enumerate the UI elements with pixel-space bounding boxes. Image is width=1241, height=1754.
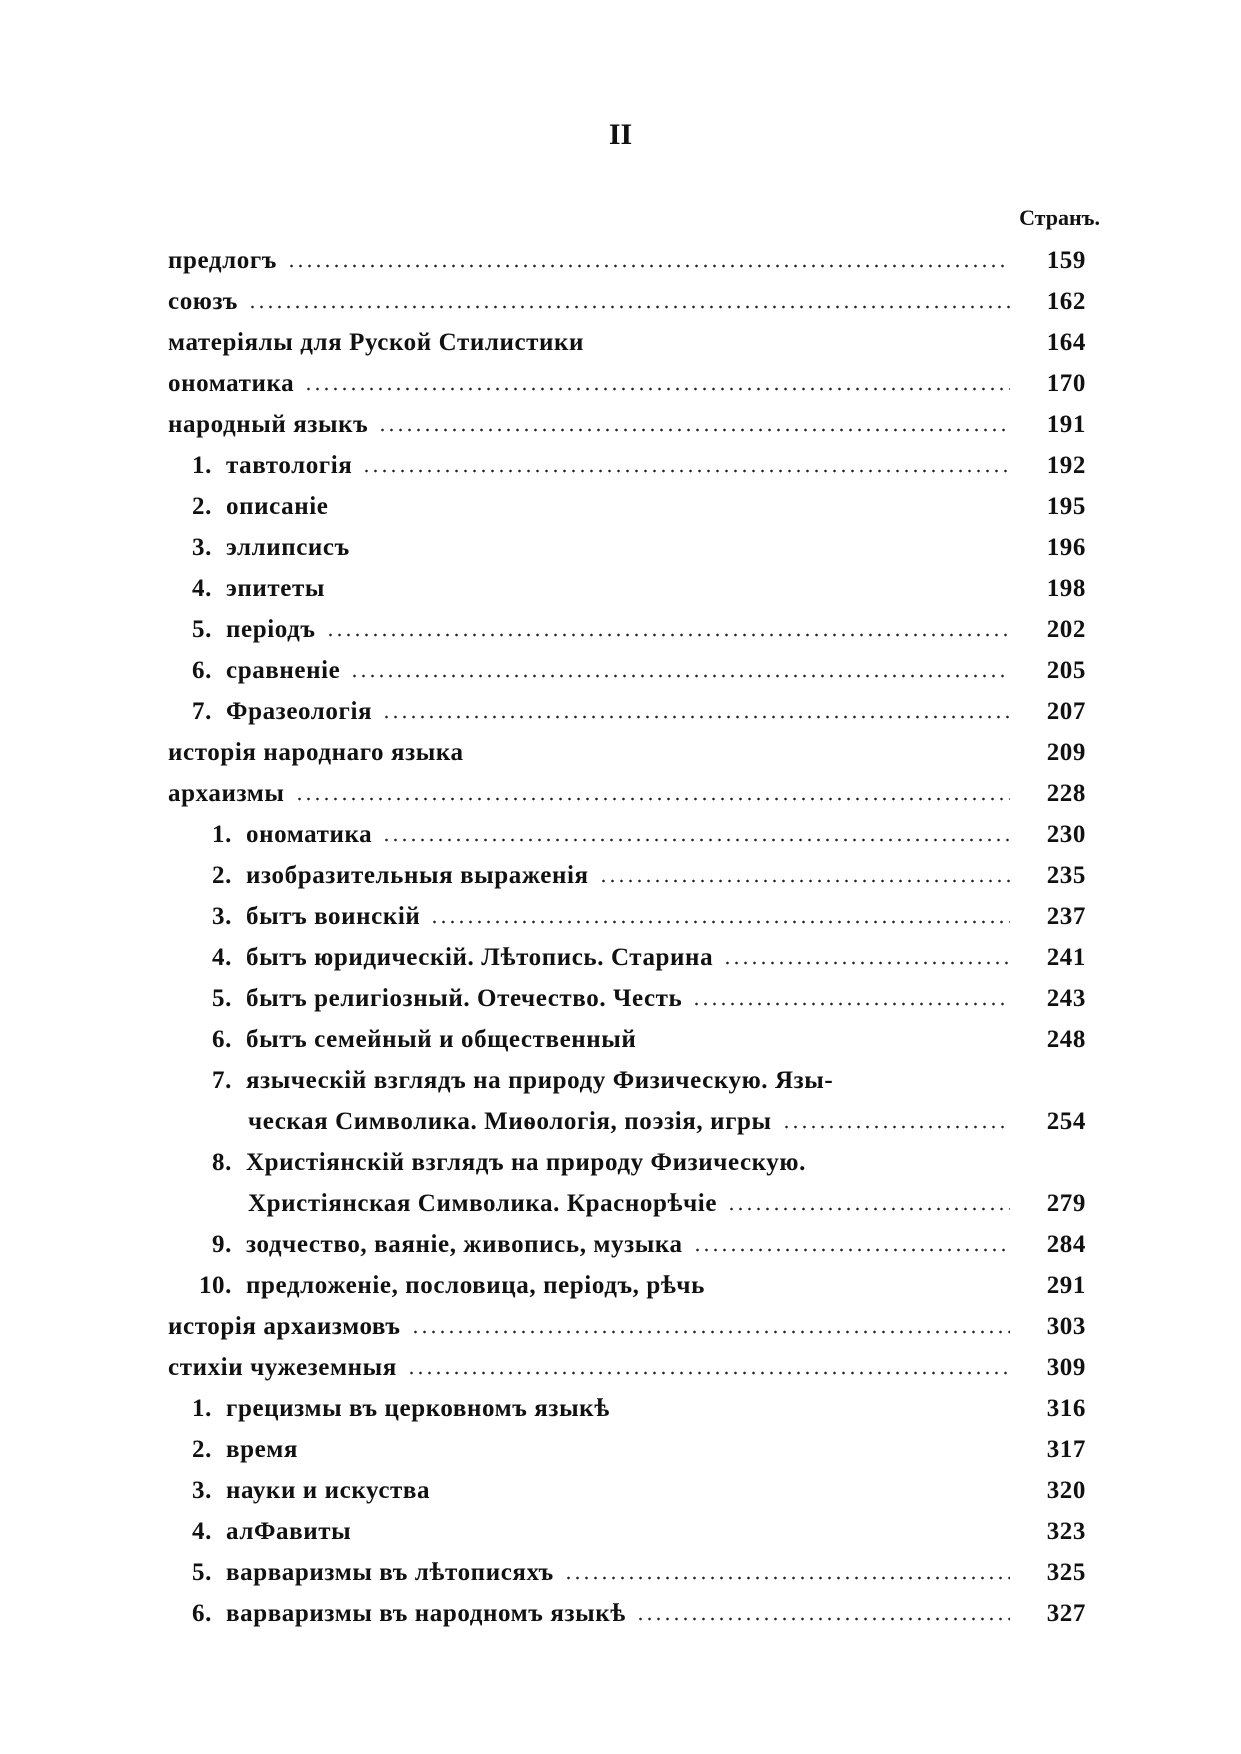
toc-entry-page: 325 (1046, 1558, 1086, 1586)
toc-entry[interactable] (168, 1347, 1086, 1388)
leader-dots (248, 305, 1010, 309)
toc-entry-label: грецизмы въ церковномъ языкѣ (226, 1394, 610, 1422)
toc-entry-number: 9. (212, 1230, 232, 1258)
toc-entry[interactable] (168, 978, 1086, 1019)
leader-dots (782, 1125, 1010, 1129)
toc-entry-label: бытъ юридическій. Лѣтопись. Старина (246, 943, 714, 971)
toc-entry[interactable] (168, 404, 1086, 445)
toc-entry-label: сравненіе (226, 656, 341, 684)
toc-entry-number: 6. (192, 656, 212, 684)
toc-entry[interactable] (168, 1388, 1086, 1429)
leader-dots (693, 1248, 1010, 1252)
toc-entry-label: Фразеологія (226, 697, 373, 725)
leader-dots (335, 592, 1010, 596)
toc-entry-number: 1. (212, 820, 232, 848)
leader-dots (382, 838, 1010, 842)
toc-entry-page: 291 (1046, 1271, 1086, 1299)
toc-entry[interactable] (168, 732, 1086, 773)
toc-entry-label: исторія народнаго языка (168, 738, 464, 766)
toc-entry-page: 162 (1046, 287, 1086, 315)
page-number: II (608, 118, 633, 151)
toc-entry-page: 198 (1046, 574, 1086, 602)
toc-entry-page: 309 (1046, 1353, 1086, 1381)
toc-entry-number: 3. (192, 533, 212, 561)
toc-entry-label-continued: ческая Символика. Миѳологія, поэзія, игры (248, 1107, 772, 1135)
toc-entry-page: 205 (1046, 656, 1086, 684)
toc-entry[interactable] (168, 691, 1086, 732)
toc-entry[interactable] (168, 1306, 1086, 1347)
toc-entry-page: 202 (1046, 615, 1086, 643)
toc-entry-page: 241 (1046, 943, 1086, 971)
leader-dots (326, 633, 1010, 637)
toc-entry-page: 320 (1046, 1476, 1086, 1504)
toc-entry-number: 5. (192, 1558, 212, 1586)
toc-entry[interactable] (168, 1265, 1086, 1306)
toc-entry-number: 4. (192, 574, 212, 602)
toc-entry-label: эллипсисъ (226, 533, 350, 561)
toc-entry[interactable] (168, 1019, 1086, 1060)
toc-entry-label: эпитеты (226, 574, 325, 602)
toc-entry-page: 235 (1046, 861, 1086, 889)
toc-entry-label: языческій взглядъ на природу Физическую. Язы- (246, 1066, 834, 1094)
toc-entry-label: матеріялы для Руской Стилистики (168, 328, 585, 356)
toc-entry-page: 209 (1046, 738, 1086, 766)
leader-dots (594, 346, 1010, 350)
toc-entry-number: 6. (192, 1599, 212, 1627)
toc-entry-label-continued: Христіянская Символика. Краснорѣчіе (248, 1189, 718, 1217)
toc-entry-label: науки и искуства (226, 1476, 431, 1504)
toc-entry-label: Христіянскій взглядъ на природу Физическую. (246, 1148, 806, 1176)
toc-entry-label: предложеніе, пословица, періодъ, рѣчь (246, 1271, 705, 1299)
toc-entry-label: варваризмы въ лѣтописяхъ (226, 1558, 554, 1586)
toc-entry-label: періодъ (226, 615, 316, 643)
toc-entry-label: народный языкъ (168, 410, 369, 438)
toc-entry-number: 3. (192, 1476, 212, 1504)
leader-dots (646, 1043, 1010, 1047)
toc-entry[interactable] (168, 1060, 1086, 1142)
toc-entry-number: 3. (212, 902, 232, 930)
toc-entry[interactable] (168, 1224, 1086, 1265)
toc-entry-label: исторія архаизмовъ (168, 1312, 401, 1340)
toc-entry[interactable] (168, 1429, 1086, 1470)
toc-entry-label: зодчество, ваяніе, живопись, музыка (246, 1230, 683, 1258)
toc-entry-number: 8. (212, 1148, 232, 1176)
toc-entry-label: стихіи чужеземныя (168, 1353, 397, 1381)
toc-entry-label: изобразительныя выраженія (246, 861, 589, 889)
toc-entry-label: время (226, 1435, 299, 1463)
toc-entry[interactable] (168, 240, 1086, 281)
leader-dots (362, 469, 1010, 473)
toc-entry-label: ономатика (168, 369, 295, 397)
leader-dots (295, 797, 1010, 801)
toc-entry-page: 279 (1046, 1189, 1086, 1217)
toc-entry[interactable] (168, 363, 1086, 404)
leader-dots (304, 387, 1010, 391)
toc-entry-number: 2. (192, 492, 212, 520)
toc-entry[interactable] (168, 1142, 1086, 1224)
leader-dots (338, 510, 1010, 514)
leader-dots (378, 428, 1010, 432)
toc-entry-page: 316 (1046, 1394, 1086, 1422)
leader-dots (382, 715, 1010, 719)
leader-dots (727, 1207, 1010, 1211)
toc-entry-number: 2. (192, 1435, 212, 1463)
toc-entry[interactable] (168, 527, 1086, 568)
toc-entry-number: 1. (192, 1394, 212, 1422)
leader-dots (350, 674, 1010, 678)
toc-entry-label: бытъ воинскій (246, 902, 421, 930)
toc-entry-number: 10. (198, 1271, 232, 1299)
toc-entry-page: 230 (1046, 820, 1086, 848)
toc-entry[interactable] (168, 281, 1086, 322)
toc-entry-label: алФавиты (226, 1517, 352, 1545)
leader-dots (692, 1002, 1010, 1006)
leader-dots (411, 1330, 1010, 1334)
toc-entry[interactable] (168, 445, 1086, 486)
toc-entry[interactable] (168, 1511, 1086, 1552)
toc-entry-page: 254 (1046, 1107, 1086, 1135)
toc-entry-page: 207 (1046, 697, 1086, 725)
leader-dots (599, 879, 1010, 883)
toc-entry-label: ономатика (246, 820, 373, 848)
leader-dots (474, 756, 1010, 760)
table-of-contents (168, 240, 1086, 1634)
toc-entry[interactable] (168, 814, 1086, 855)
toc-entry-page: 164 (1046, 328, 1086, 356)
toc-entry-page: 170 (1046, 369, 1086, 397)
toc-entry-page: 159 (1046, 246, 1086, 274)
toc-entry[interactable] (168, 855, 1086, 896)
toc-entry[interactable] (168, 486, 1086, 527)
leader-dots (636, 1617, 1010, 1621)
toc-entry[interactable] (168, 650, 1086, 691)
toc-entry-page: 248 (1046, 1025, 1086, 1053)
toc-entry-number: 5. (192, 615, 212, 643)
toc-entry[interactable] (168, 937, 1086, 978)
leader-dots (440, 1494, 1010, 1498)
toc-entry-number: 5. (212, 984, 232, 1012)
leader-dots (287, 264, 1010, 268)
toc-entry-page: 323 (1046, 1517, 1086, 1545)
toc-entry[interactable] (168, 322, 1086, 363)
toc-entry-number: 4. (192, 1517, 212, 1545)
toc-entry-page: 191 (1046, 410, 1086, 438)
toc-entry-label: предлогъ (168, 246, 277, 274)
toc-entry[interactable] (168, 1552, 1086, 1593)
toc-entry-label: тавтологія (226, 451, 353, 479)
toc-entry-number: 1. (192, 451, 212, 479)
toc-entry-page: 196 (1046, 533, 1086, 561)
leader-dots (715, 1289, 1010, 1293)
toc-entry[interactable] (168, 896, 1086, 937)
toc-entry-number: 7. (212, 1066, 232, 1094)
toc-entry-number: 7. (192, 697, 212, 725)
toc-entry-page: 327 (1046, 1599, 1086, 1627)
toc-entry[interactable] (168, 773, 1086, 814)
leader-dots (407, 1371, 1010, 1375)
toc-entry-page: 237 (1046, 902, 1086, 930)
toc-entry-label: варваризмы въ народномъ языкѣ (226, 1599, 626, 1627)
leader-dots (620, 1412, 1010, 1416)
toc-entry-number: 6. (212, 1025, 232, 1053)
toc-entry-label: архаизмы (168, 779, 285, 807)
toc-entry[interactable] (168, 568, 1086, 609)
toc-entry-page: 195 (1046, 492, 1086, 520)
toc-entry-label: бытъ семейный и общественный (246, 1025, 637, 1053)
leader-dots (360, 551, 1010, 555)
toc-entry[interactable] (168, 1593, 1086, 1634)
leader-dots (564, 1576, 1010, 1580)
leader-dots (361, 1535, 1010, 1539)
toc-entry-label: описаніе (226, 492, 329, 520)
toc-entry-label: союзъ (168, 287, 238, 315)
toc-entry-page: 284 (1046, 1230, 1086, 1258)
toc-entry-number: 2. (212, 861, 232, 889)
toc-entry-page: 228 (1046, 779, 1086, 807)
toc-entry[interactable] (168, 1470, 1086, 1511)
toc-entry-page: 317 (1046, 1435, 1086, 1463)
toc-entry-label: бытъ религіозный. Отечество. Честь (246, 984, 683, 1012)
toc-entry-page: 303 (1046, 1312, 1086, 1340)
toc-entry-page: 192 (1046, 451, 1086, 479)
toc-entry[interactable] (168, 609, 1086, 650)
page-column-header: Странъ. (1019, 205, 1100, 230)
leader-dots (430, 920, 1010, 924)
leader-dots (308, 1453, 1010, 1457)
leader-dots (723, 961, 1010, 965)
toc-entry-page: 243 (1046, 984, 1086, 1012)
toc-entry-number: 4. (212, 943, 232, 971)
